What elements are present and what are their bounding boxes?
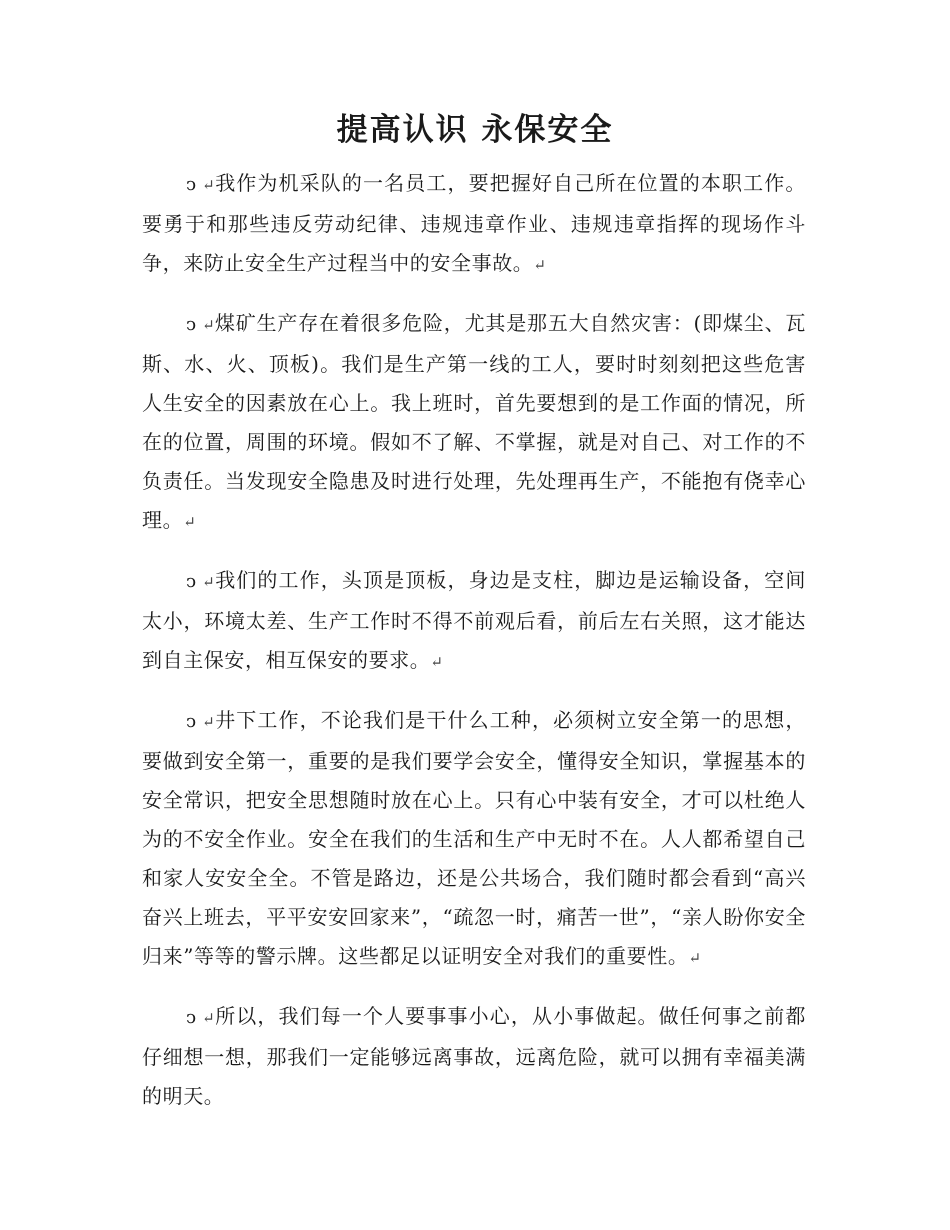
paragraph-end-mark-icon: ↵ <box>183 513 196 531</box>
paragraph-mark-icon: ↵ <box>202 176 215 194</box>
paragraph-text: 我作为机采队的一名员工，要把握好自己所在位置的本职工作。要勇于和那些违反劳动纪律、违规违章作业、违规违章指挥的现场作斗争，来防止安全生产过程当中的安全事故。 <box>142 171 806 275</box>
paragraph-marker-icon: ↄ <box>186 1007 197 1028</box>
paragraph-end-mark-icon: ↵ <box>688 949 702 967</box>
document-title: 提高认识 永保安全 <box>336 112 614 148</box>
paragraph-end-mark-icon: ↵ <box>430 653 443 671</box>
paragraph-5 <box>142 997 806 1116</box>
paragraph-marker-icon: ↄ <box>186 711 197 732</box>
paragraph-mark-icon: ↵ <box>202 713 215 731</box>
paragraph-marker-icon: ↄ <box>186 314 197 335</box>
paragraph-3 <box>142 561 806 682</box>
paragraph-text: 煤矿生产存在着很多危险，尤其是那五大自然灾害：(即煤尘、瓦斯、水、火、顶板)。我们是生产第一线的工人，要时时刻刻把这些危害人生安全的因素放在心上。我上班时，首先要想到的是工作面的情况，所在的位置，周围的环境。假如不了解、不掌握，就是对自己、对工作的不负责任。当发现安全隐患及时进行处理，先处理再生产，不能抱有侥幸心理。 <box>142 311 806 532</box>
paragraph-mark-icon: ↵ <box>202 1009 215 1027</box>
paragraph-mark-icon: ↵ <box>202 573 215 591</box>
paragraph-4 <box>142 701 806 978</box>
paragraph-text: 井下工作，不论我们是干什么工种，必须树立安全第一的思想，要做到安全第一，重要的是我们要学会安全，懂得安全知识，掌握基本的安全常识，把安全思想随时放在心上。只有心中装有安全，才可以杜绝人为的不安全作业。安全在我们的生活和生产中无时不在。人人都希望自己和家人安安全全。不管是路边，还是公共场合，我们随时都会看到“高兴奋兴上班去，平平安安回家来”，“疏忽一时，痛苦一世”，“亲人盼你安全归来”等等的警示牌。这些都足以证明安全对我们的重要性。 <box>142 708 806 968</box>
document-body <box>142 164 806 1135</box>
paragraph-end-mark-icon: ↵ <box>533 256 546 274</box>
paragraph-marker-icon: ↄ <box>186 174 197 195</box>
paragraph-mark-icon: ↵ <box>202 316 215 334</box>
paragraph-marker-icon: ↄ <box>186 571 197 592</box>
paragraph-1 <box>142 164 806 285</box>
paragraph-text: 我们的工作，头顶是顶板，身边是支柱，脚边是运输设备，空间太小，环境太差、生产工作时不得不前观后看，前后左右关照，这才能达到自主保安，相互保安的要求。 <box>142 568 806 672</box>
paragraph-2 <box>142 304 806 542</box>
paragraph-text: 所以，我们每一个人要事事小心，从小事做起。做任何事之前都仔细想一想，那我们一定能够远离事故，远离危险，就可以拥有幸福美满的明天。 <box>142 1004 806 1108</box>
